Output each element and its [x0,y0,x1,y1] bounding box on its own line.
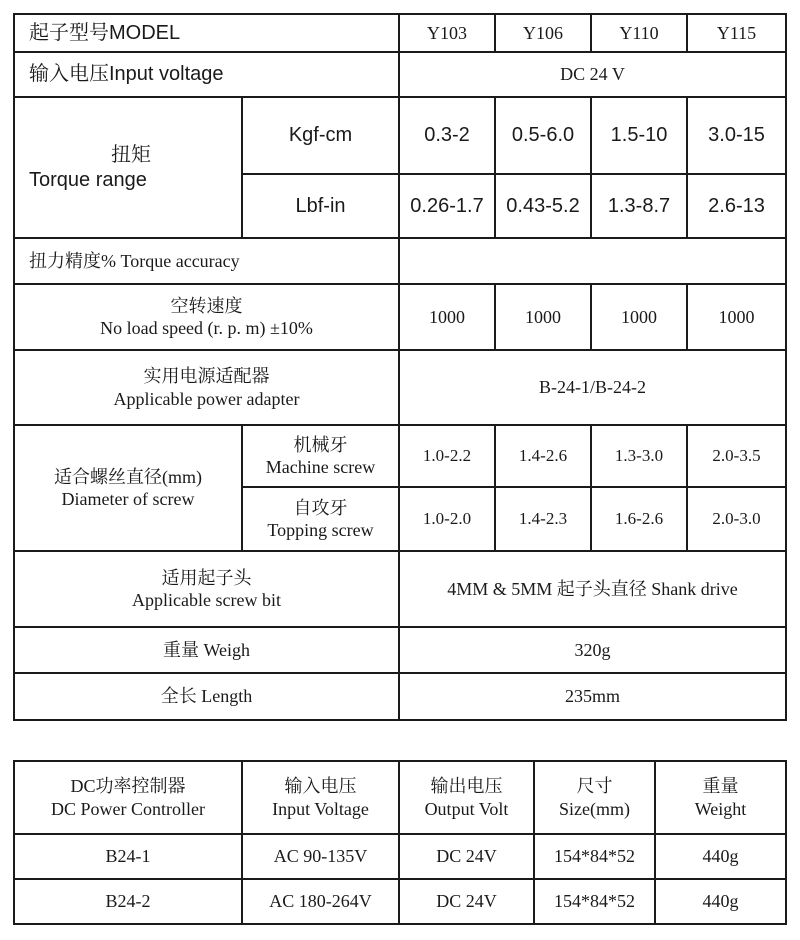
topping-screw-label-en: Topping screw [267,520,374,540]
table-row [14,879,786,924]
kgf-value-y110: 1.5-10 [591,97,687,174]
model-y110: Y110 [591,14,687,52]
row-b24-2-size: 154*84*52 [534,879,655,924]
header-controller-cn: DC功率控制器 [70,776,186,796]
weight-label: 重量 Weigh [14,627,399,673]
torque-label-en: Torque range [29,168,147,191]
lbf-value-y103: 0.26-1.7 [399,174,495,238]
torque-label-cn: 扭矩 [111,143,151,166]
lbf-value-y110: 1.3-8.7 [591,174,687,238]
adapter-row [14,350,786,425]
row-b24-1-input: AC 90-135V [242,834,399,879]
topping-screw-y115: 2.0-3.0 [687,487,786,551]
header-size-cn: 尺寸 [576,776,613,796]
screw-bit-label-cn: 适用起子头 [161,567,252,588]
speed-label-en: No load speed (r. p. m) ±10% [100,318,313,338]
model-y106: Y106 [495,14,591,52]
adapter-label [14,350,399,425]
header-output-volt-en: Output Volt [424,798,509,819]
table-row [14,834,786,879]
header-input-voltage [242,761,399,834]
machine-screw-y103: 1.0-2.2 [399,425,495,487]
input-voltage-value: DC 24 V [399,52,786,97]
topping-screw-label-cn: 自攻牙 [293,497,348,518]
model-y115: Y115 [687,14,786,52]
header-size-en: Size(mm) [559,798,630,819]
row-b24-2-input: AC 180-264V [242,879,399,924]
header-output-volt [399,761,534,834]
header-controller [14,761,242,834]
topping-screw-y103: 1.0-2.0 [399,487,495,551]
kgf-unit-label: Kgf-cm [242,97,399,174]
speed-row [14,284,786,350]
header-input-voltage-cn: 输入电压 [284,776,357,796]
header-weight-cn: 重量 [702,776,739,796]
length-value: 235mm [399,673,786,720]
torque-kgf-row [14,97,786,174]
speed-label [14,284,399,350]
controller-header-row [14,761,786,834]
row-b24-1-output: DC 24V [399,834,534,879]
header-controller-en: DC Power Controller [51,798,205,819]
torque-label [14,97,242,238]
topping-screw-y110: 1.6-2.6 [591,487,687,551]
model-y103: Y103 [399,14,495,52]
model-label: 起子型号MODEL [14,14,399,52]
spec-table [13,13,787,721]
topping-screw-y106: 1.4-2.3 [495,487,591,551]
screw-diameter-label [14,425,242,551]
screw-bit-label [14,551,399,627]
machine-screw-y110: 1.3-3.0 [591,425,687,487]
speed-value-y103: 1000 [399,284,495,350]
kgf-value-y106: 0.5-6.0 [495,97,591,174]
weight-row [14,627,786,673]
header-size [534,761,655,834]
speed-value-y110: 1000 [591,284,687,350]
machine-screw-row [14,425,786,487]
header-input-voltage-en: Input Voltage [272,798,369,819]
speed-label-cn: 空转速度 [170,295,243,316]
screw-bit-value: 4MM & 5MM 起子头直径 Shank drive [399,551,786,627]
row-b24-1-size: 154*84*52 [534,834,655,879]
screw-diameter-label-cn: 适合螺丝直径(mm) [54,466,202,487]
controller-table [13,760,787,925]
row-b24-1-model: B24-1 [14,834,242,879]
accuracy-value [399,238,786,284]
length-label: 全长 Length [14,673,399,720]
machine-screw-label [242,425,399,487]
speed-value-y115: 1000 [687,284,786,350]
adapter-value: B-24-1/B-24-2 [399,350,786,425]
kgf-value-y103: 0.3-2 [399,97,495,174]
row-b24-1-weight: 440g [655,834,786,879]
accuracy-label: 扭力精度% Torque accuracy [14,238,399,284]
header-weight [655,761,786,834]
row-b24-2-weight: 440g [655,879,786,924]
adapter-label-cn: 实用电源适配器 [143,366,270,386]
model-row [14,14,786,52]
header-weight-en: Weight [694,798,747,819]
machine-screw-label-en: Machine screw [265,457,376,477]
speed-value-y106: 1000 [495,284,591,350]
topping-screw-label [242,487,399,551]
screw-diameter-label-en: Diameter of screw [61,489,195,509]
length-row [14,673,786,720]
row-b24-2-output: DC 24V [399,879,534,924]
machine-screw-label-cn: 机械牙 [293,434,348,455]
screw-bit-row [14,551,786,627]
input-voltage-row [14,52,786,97]
row-b24-2-model: B24-2 [14,879,242,924]
adapter-label-en: Applicable power adapter [113,388,300,409]
screw-bit-label-en: Applicable screw bit [132,590,281,610]
accuracy-row [14,238,786,284]
header-output-volt-cn: 输出电压 [430,776,503,796]
weight-value: 320g [399,627,786,673]
lbf-value-y115: 2.6-13 [687,174,786,238]
machine-screw-y115: 2.0-3.5 [687,425,786,487]
machine-screw-y106: 1.4-2.6 [495,425,591,487]
lbf-value-y106: 0.43-5.2 [495,174,591,238]
kgf-value-y115: 3.0-15 [687,97,786,174]
lbf-unit-label: Lbf-in [242,174,399,238]
input-voltage-label: 输入电压Input voltage [14,52,399,97]
